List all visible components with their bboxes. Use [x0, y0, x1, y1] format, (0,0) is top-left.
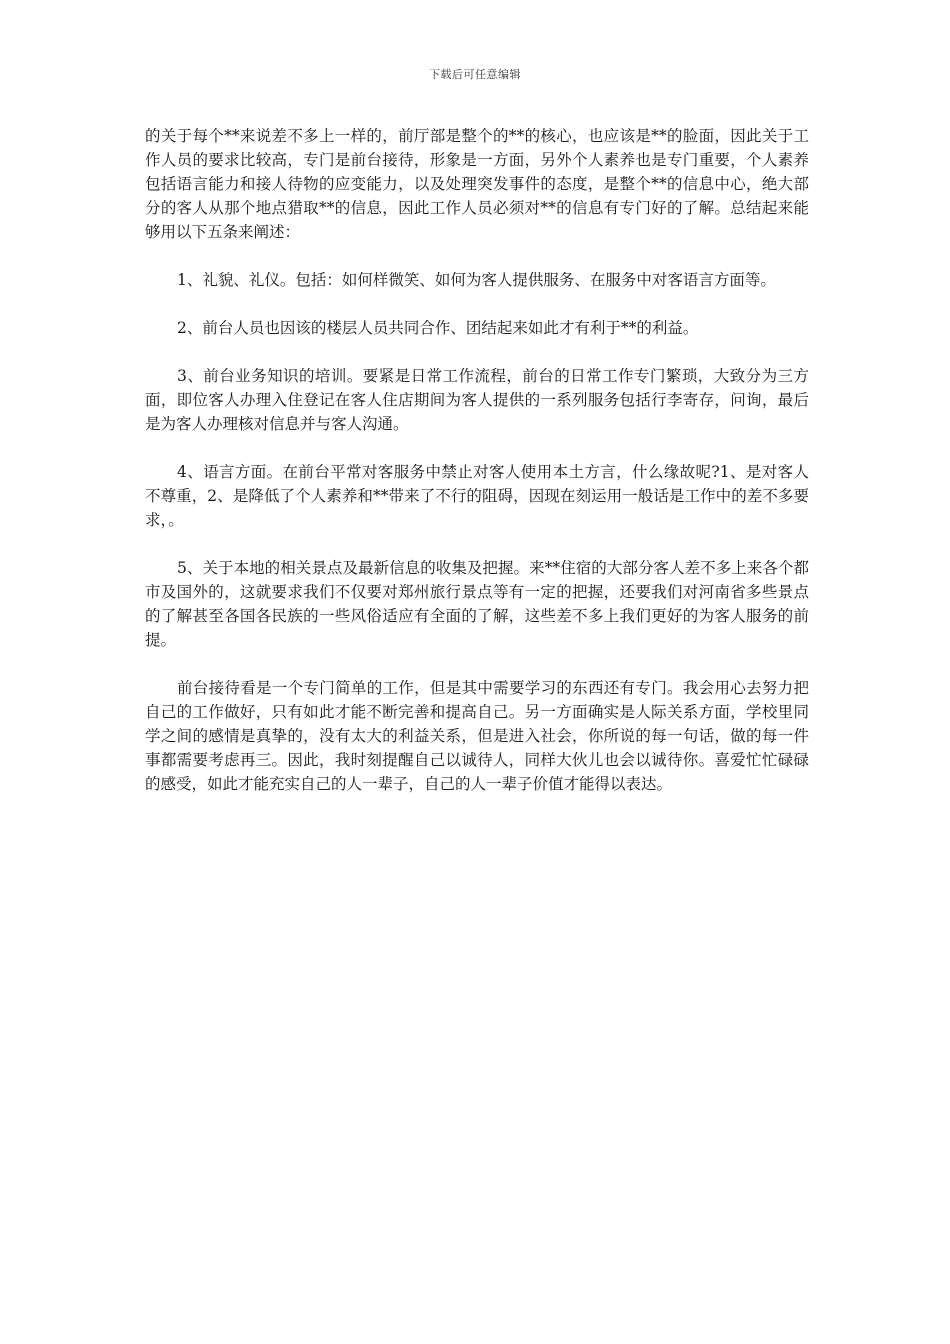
document-body [145, 124, 809, 820]
paragraph-item-2: 2、前台人员也因该的楼层人员共同合作、团结起来如此才有利于**的利益。 [177, 319, 699, 337]
paragraph-item-4: 4、语言方面。在前台平常对客服务中禁止对客人使用本土方言，什么缘故呢?1、是对客人不尊重，2、是降低了个人素养和**带来了不行的阻碍，因现在刻运用一般话是工作中的差不多要求，。 [145, 463, 809, 529]
paragraph-intro: 的关于每个**来说差不多上一样的，前厅部是整个的**的核心，也应该是**的脸面，因此关于工作人员的要求比较高，专门是前台接待，形象是一方面，另外个人素养也是专门重要，个人素养包括语言能力和接人待物的应变能力，以及处理突发事件的态度，是整个**的信息中心，绝大部分的客人从那个地点猎取**的信息，因此工作人员必须对**的信息有专门好的了解。总结起来能够用以下五条来阐述： [145, 127, 809, 241]
paragraph-conclusion: 前台接待看是一个专门简单的工作，但是其中需要学习的东西还有专门。我会用心去努力把自己的工作做好，只有如此才能不断完善和提高自己。另一方面确实是人际关系方面，学校里同学之间的感情是真挚的，没有太大的利益关系，但是进入社会，你所说的每一句话，做的每一件事都需要考虑再三。因此，我时刻提醒自己以诚待人，同样大伙儿也会以诚待你。喜爱忙忙碌碌的感受，如此才能充实自己的人一辈子，自己的人一辈子价值才能得以表达。 [145, 679, 809, 793]
paragraph-item-3: 3、前台业务知识的培训。要紧是日常工作流程，前台的日常工作专门繁琐，大致分为三方面，即位客人办理入住登记在客人住店期间为客人提供的一系列服务包括行李寄存，问询，最后是为客人办理核对信息并与客人沟通。 [145, 367, 809, 433]
page-header: 下载后可任意编辑 [429, 68, 521, 81]
paragraph-item-5: 5、关于本地的相关景点及最新信息的收集及把握。来**住宿的大部分客人差不多上来各个都市及国外的，这就要求我们不仅要对郑州旅行景点等有一定的把握，还要我们对河南省多些景点的了解甚至各国各民族的一些风俗适应有全面的了解，这些差不多上我们更好的为客人服务的前提。 [145, 559, 809, 649]
paragraph-item-1: 1、礼貌、礼仪。包括：如何样微笑、如何为客人提供服务、在服务中对客语言方面等。 [177, 271, 776, 289]
